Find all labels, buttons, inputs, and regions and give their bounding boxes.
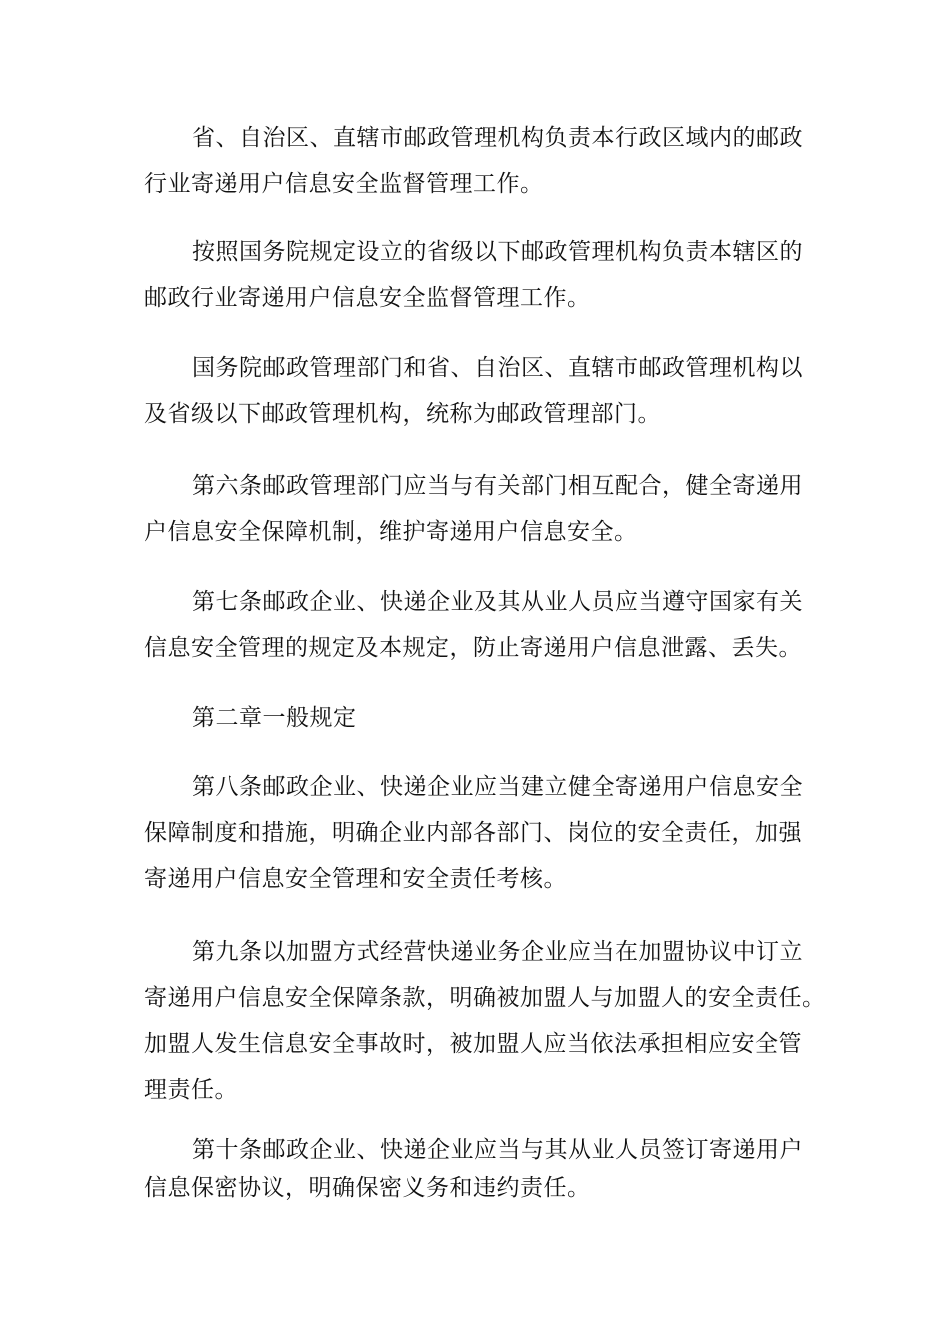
paragraph-line: 第九条以加盟方式经营快递业务企业应当在加盟协议中订立 [192, 939, 803, 965]
paragraph-line: 信息安全管理的规定及本规定，防止寄递用户信息泄露、丢失。 [144, 635, 802, 661]
paragraph-6 [144, 764, 816, 902]
chapter-heading [144, 695, 816, 741]
paragraph-1 [144, 115, 816, 207]
paragraph-line: 邮政行业寄递用户信息安全监督管理工作。 [144, 285, 591, 311]
paragraph-line: 第十条邮政企业、快递企业应当与其从业人员签订寄递用户 [192, 1137, 803, 1163]
paragraph-line: 加盟人发生信息安全事故时，被加盟人应当依法承担相应安全管 [144, 1031, 802, 1057]
paragraph-line: 第七条邮政企业、快递企业及其从业人员应当遵守国家有关 [192, 589, 803, 615]
paragraph-line: 国务院邮政管理部门和省、自治区、直辖市邮政管理机构以 [192, 355, 803, 381]
paragraph-line: 信息保密协议，明确保密义务和违约责任。 [144, 1175, 591, 1201]
paragraph-line: 第六条邮政管理部门应当与有关部门相互配合，健全寄递用 [192, 473, 803, 499]
paragraph-line: 行业寄递用户信息安全监督管理工作。 [144, 171, 544, 197]
paragraph-line: 理责任。 [144, 1077, 238, 1103]
paragraph-4 [144, 463, 816, 555]
paragraph-line: 户信息安全保障机制，维护寄递用户信息安全。 [144, 519, 638, 545]
paragraph-line: 及省级以下邮政管理机构，统称为邮政管理部门。 [144, 401, 661, 427]
paragraph-line: 按照国务院规定设立的省级以下邮政管理机构负责本辖区的 [192, 239, 803, 265]
paragraph-8 [144, 1131, 816, 1207]
paragraph-3 [144, 345, 816, 437]
paragraph-line: 省、自治区、直辖市邮政管理机构负责本行政区域内的邮政 [192, 125, 803, 151]
paragraph-7 [144, 929, 826, 1113]
paragraph-line: 第二章一般规定 [192, 705, 357, 731]
paragraph-2 [144, 229, 816, 321]
paragraph-line: 寄递用户信息安全管理和安全责任考核。 [144, 866, 567, 892]
paragraph-line: 保障制度和措施，明确企业内部各部门、岗位的安全责任，加强 [144, 820, 802, 846]
paragraph-5 [144, 579, 816, 671]
paragraph-line: 寄递用户信息安全保障条款，明确被加盟人与加盟人的安全责任。 [144, 985, 826, 1011]
paragraph-line: 第八条邮政企业、快递企业应当建立健全寄递用户信息安全 [192, 774, 803, 800]
